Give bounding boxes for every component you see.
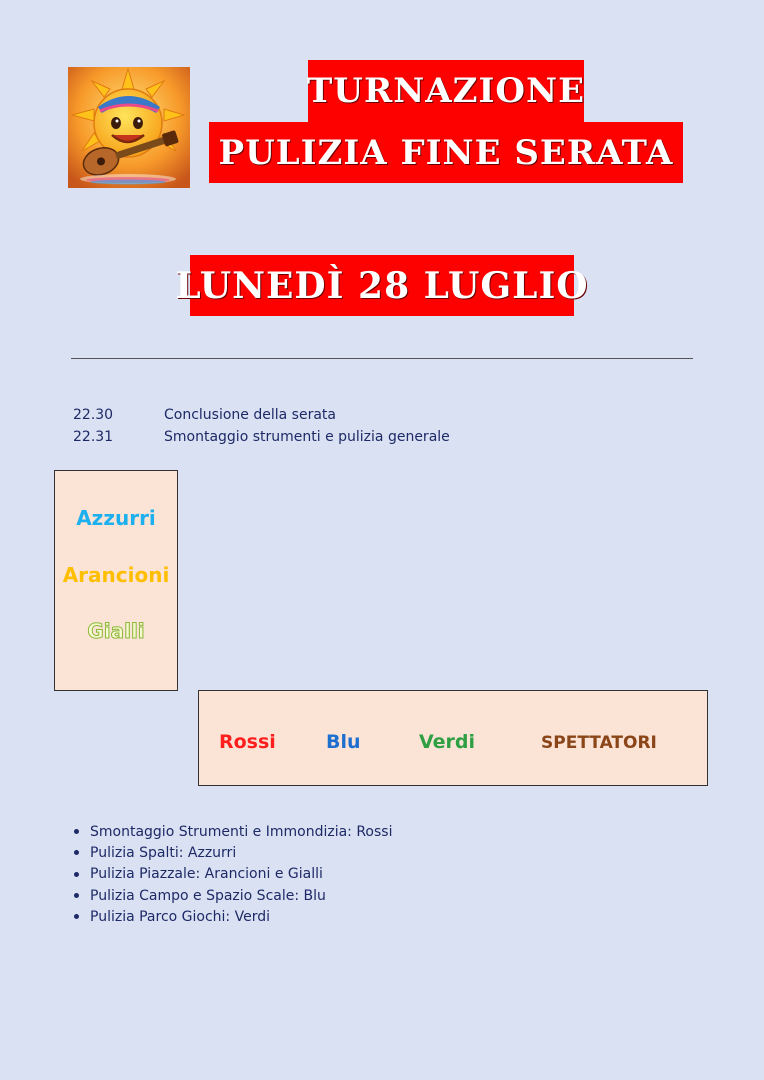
bullet-icon [74, 914, 79, 919]
divider [71, 358, 693, 359]
title-line-1: TURNAZIONE [308, 60, 584, 122]
teams-bottom-box [198, 690, 708, 786]
bullet-icon [74, 893, 79, 898]
schedule [73, 404, 450, 448]
team-verdi: Verdi [419, 731, 476, 753]
team-azzurri: Azzurri [76, 506, 156, 530]
list-item [72, 864, 392, 885]
schedule-text: Conclusione della serata [164, 407, 336, 423]
assignment-text: Smontaggio Strumenti e Immondizia: Rossi [90, 823, 393, 840]
date-title: LUNEDÌ 28 LUGLIO [190, 255, 574, 316]
team-blu: Blu [326, 731, 361, 753]
title-line-2: PULIZIA FINE SERATA [209, 122, 683, 183]
bullet-icon [74, 829, 79, 834]
assignment-text: Pulizia Piazzale: Arancioni e Gialli [90, 866, 323, 883]
bullet-icon [74, 850, 79, 855]
teams-left-box [54, 470, 178, 691]
schedule-row [73, 426, 450, 448]
list-item [72, 906, 392, 927]
schedule-time: 22.31 [73, 429, 114, 445]
cartoon-sun-with-guitar-icon [68, 67, 190, 188]
team-arancioni: Arancioni [62, 563, 170, 587]
schedule-row [73, 404, 450, 426]
assignments-list [72, 821, 392, 927]
list-item [72, 842, 392, 863]
schedule-text: Smontaggio strumenti e pulizia generale [164, 429, 450, 445]
schedule-time: 22.30 [73, 407, 114, 423]
list-item [72, 885, 392, 906]
assignment-text: Pulizia Parco Giochi: Verdi [90, 908, 270, 925]
assignment-text: Pulizia Spalti: Azzurri [90, 844, 237, 861]
spettatori-label: SPETTATORI [541, 733, 657, 753]
team-gialli: Gialli [87, 619, 145, 643]
bullet-icon [74, 872, 79, 877]
assignment-text: Pulizia Campo e Spazio Scale: Blu [90, 887, 326, 904]
team-rossi: Rossi [219, 731, 276, 753]
list-item [72, 821, 392, 842]
sun-guitar-logo [68, 67, 190, 188]
